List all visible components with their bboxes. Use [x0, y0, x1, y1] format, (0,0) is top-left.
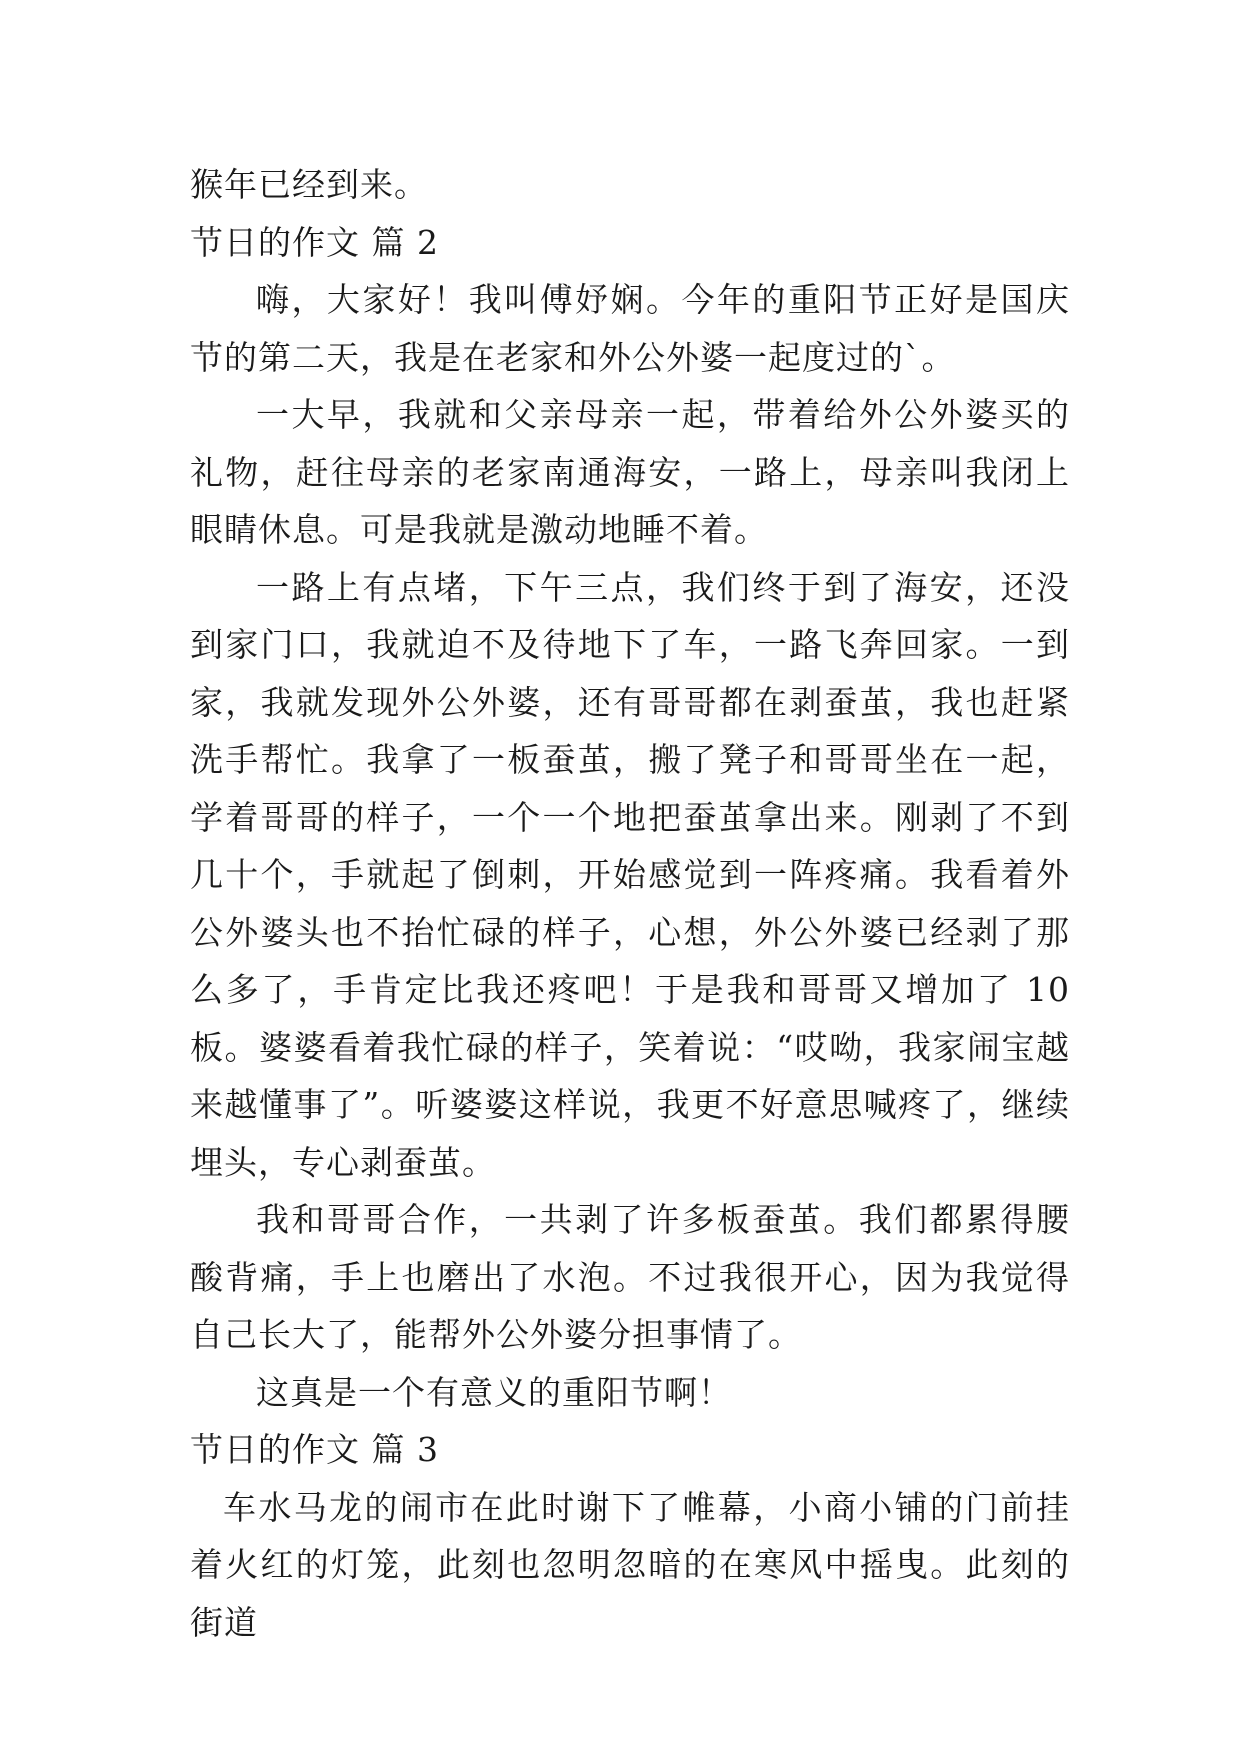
section-heading-3: 节日的作文 篇 3 — [190, 1430, 439, 1469]
paragraph-arrival: 一路上有点堵，下午三点，我们终于到了海安，还没到家门口，我就迫不及待地下了车，一路飞奔回家。一到家，我就发现外公外婆，还有哥哥都在剥蚕茧，我也赶紧洗手帮忙。我拿了一板蚕茧，搬了凳子和哥哥坐在一起，学着哥哥的样子，一个一个地把蚕茧拿出来。刚剥了不到几十个，手就起了倒刺，开始感觉到一阵疼痛。我看着外公外婆头也不抬忙碌的样子，心想，外公外婆已经剥了那么多了，手肯定比我还疼吧！于是我和哥哥又增加了 10 板。婆婆看着我忙碌的样子，笑着说：“哎呦，我家闹宝越来越懂事了”。听婆婆这样说，我更不好意思喊疼了，继续埋头，专心剥蚕茧。 — [190, 567, 1070, 1182]
paragraph-teamwork: 我和哥哥合作，一共剥了许多板蚕茧。我们都累得腰酸背痛，手上也磨出了水泡。不过我很开心，因为我觉得自己长大了，能帮外公外婆分担事情了。 — [190, 1200, 1070, 1354]
paragraph-street-scene: 车水马龙的闹市在此时谢下了帷幕，小商小铺的门前挂着火红的灯笼，此刻也忽明忽暗的在寒风中摇曳。此刻的街道 — [190, 1487, 1070, 1642]
paragraph-morning: 一大早，我就和父亲母亲一起，带着给外公外婆买的礼物，赶往母亲的老家南通海安，一路上，母亲叫我闭上眼睛休息。可是我就是激动地睡不着。 — [190, 395, 1070, 549]
section-heading-2: 节日的作文 篇 2 — [190, 222, 439, 262]
paragraph-closing-line: 猴年已经到来。 — [190, 165, 428, 204]
document-body — [190, 156, 1070, 1651]
paragraph-intro: 嗨，大家好！我叫傅妤娴。今年的重阳节正好是国庆节的第二天，我是在老家和外公外婆一起度过的`。 — [190, 280, 1070, 377]
paragraph-conclusion: 这真是一个有意义的重阳节啊！ — [256, 1372, 732, 1412]
